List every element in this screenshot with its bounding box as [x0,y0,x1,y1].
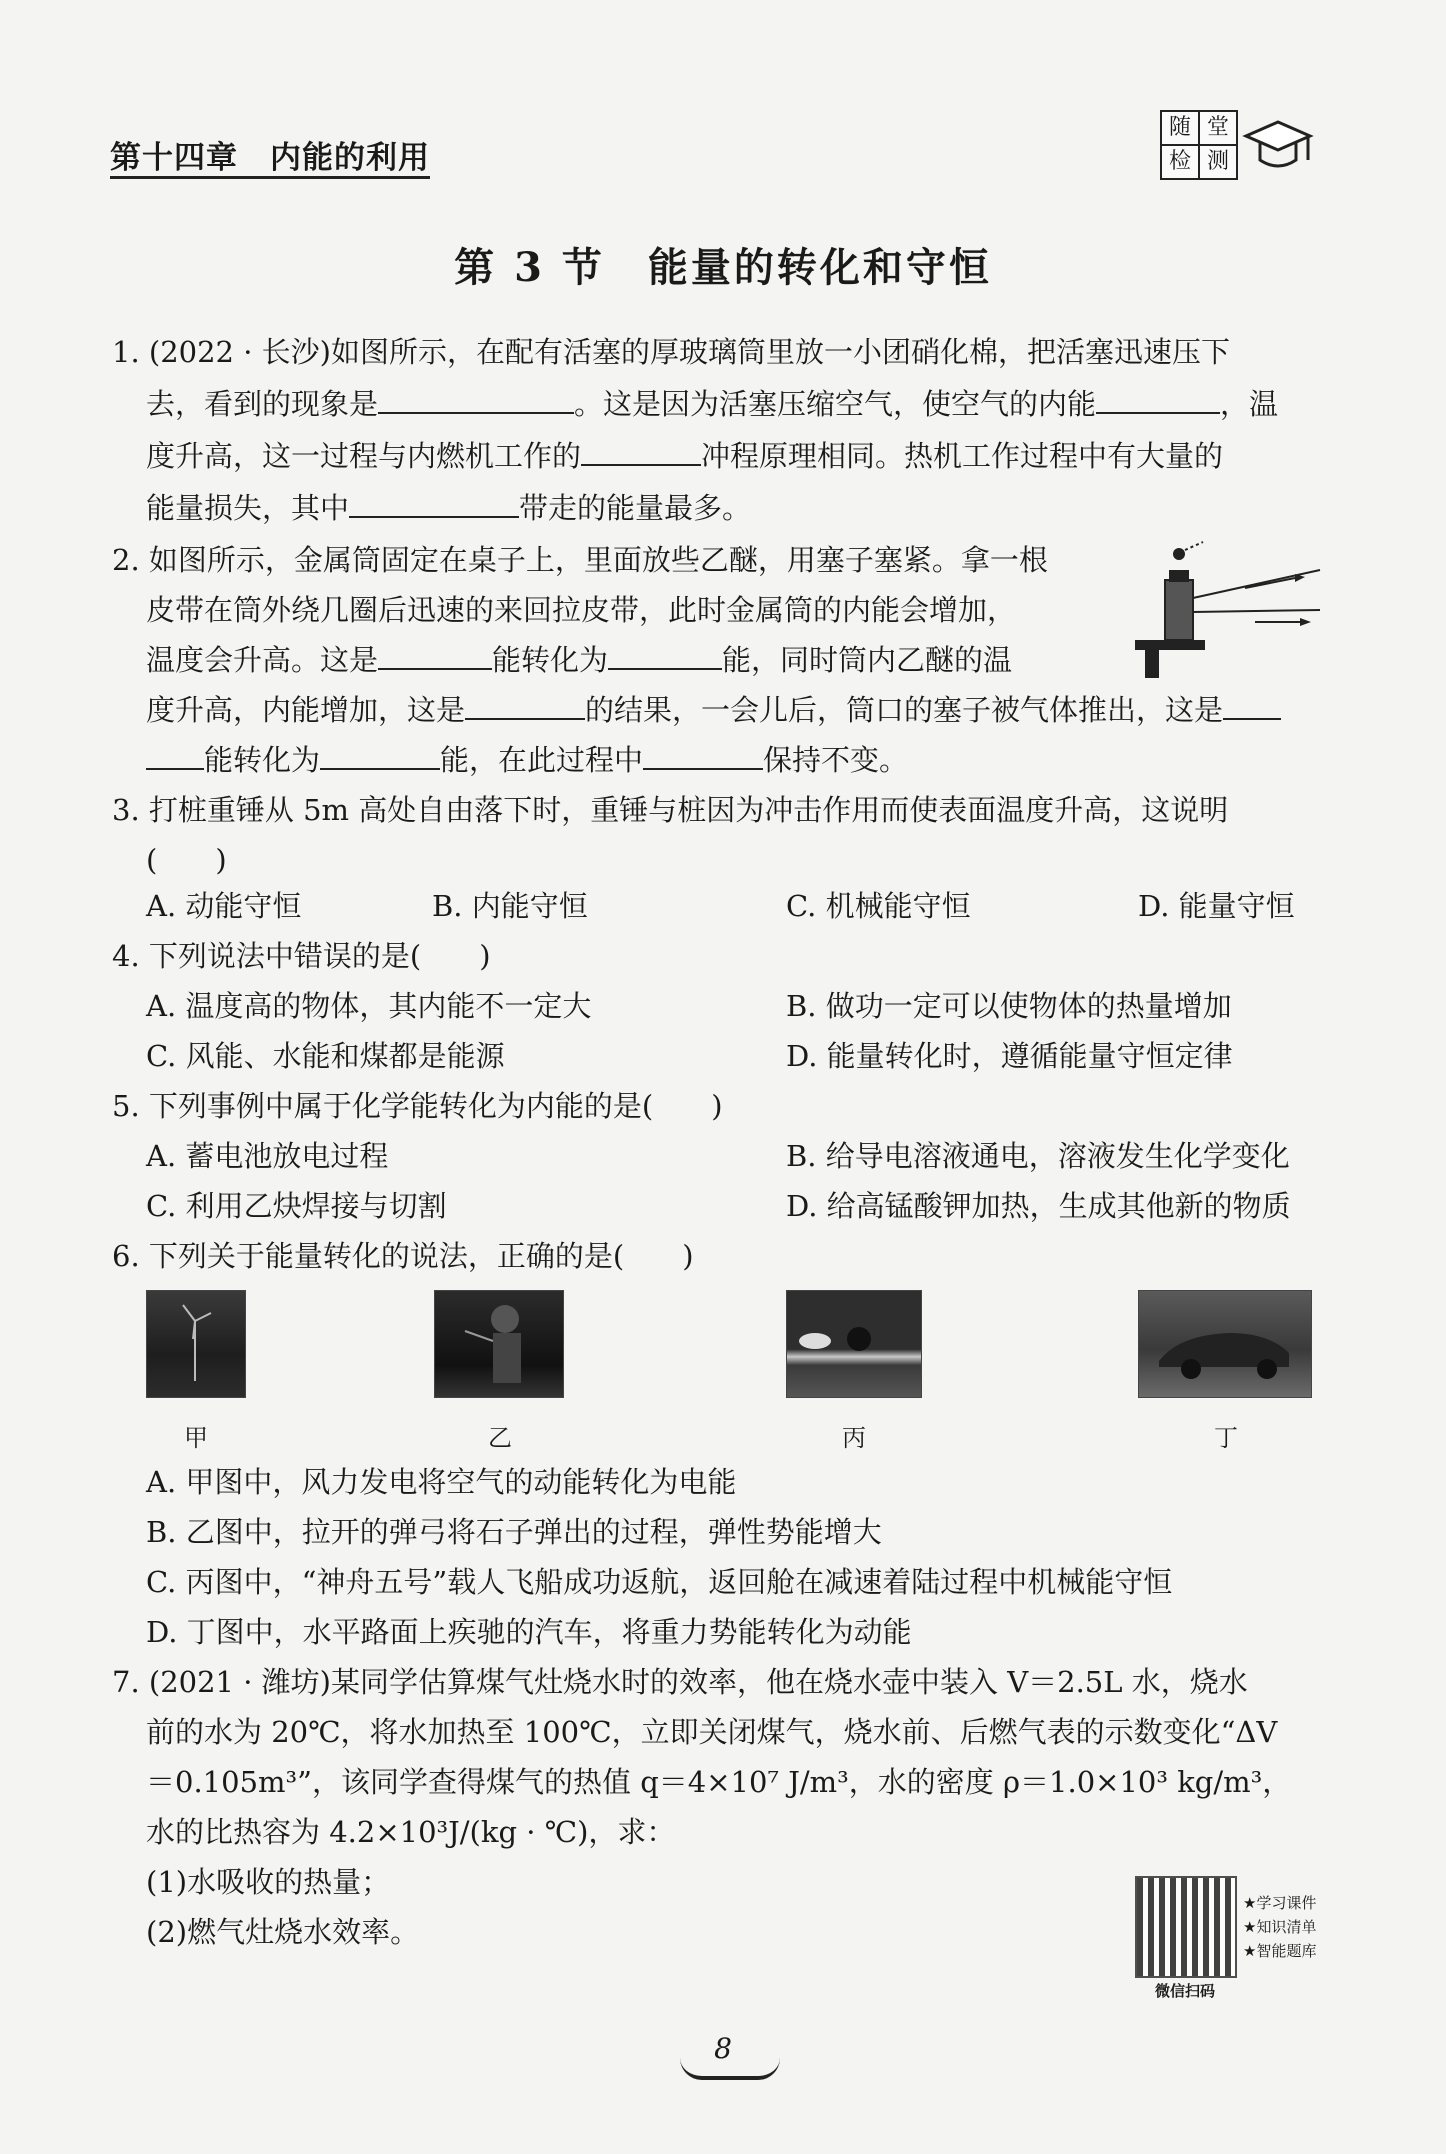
q5-option-c[interactable]: C. 利用乙炔焊接与切割 [146,1189,447,1223]
q7-sub2: (2)燃气灶烧水效率。 [146,1915,420,1949]
qr-feature: ★学习课件 [1243,1894,1317,1912]
caption-jia: 甲 [184,1424,208,1452]
q6-option-b[interactable]: B. 乙图中，拉开的弹弓将石子弹出的过程，弹性势能增大 [146,1515,882,1549]
answer-blank[interactable] [378,638,492,670]
q4-option-b[interactable]: B. 做功一定可以使物体的热量增加 [786,989,1232,1023]
q1-line3 [146,434,1223,478]
q2-line4 [146,688,1281,732]
answer-blank[interactable] [378,382,574,414]
q2-line5 [146,738,908,782]
q1-text: 带走的能量最多。 [519,491,752,525]
badge-char: 检 [1160,144,1200,180]
q2-text: 能，同时筒内乙醚的温 [722,643,1013,677]
q5-option-a[interactable]: A. 蓄电池放电过程 [146,1139,389,1173]
qr-feature: ★智能题库 [1243,1942,1317,1960]
q3-option-d[interactable]: D. 能量守恒 [1138,889,1295,923]
q3-option-a[interactable]: A. 动能守恒 [146,889,302,923]
badge-char: 堂 [1198,110,1238,146]
answer-blank[interactable] [1096,382,1220,414]
q7-sub1: (1)水吸收的热量； [146,1865,391,1899]
qr-code-icon[interactable] [1135,1876,1237,1978]
q7-line4: 水的比热容为 4.2×10³J/(kg · ℃)，求： [146,1815,676,1849]
q2-line2: 皮带在筒外绕几圈后迅速的来回拉皮带，此时金属筒的内能会增加， [146,593,1017,627]
q1-text: 度升高，这一过程与内燃机工作的 [146,439,582,473]
practice-badge [1160,110,1320,190]
photo-speeding-car [1138,1290,1312,1398]
q6-option-c[interactable]: C. 丙图中，“神舟五号”载人飞船成功返航，返回舱在减速着陆过程中机械能守恒 [146,1565,1173,1599]
caption-yi: 乙 [488,1424,512,1452]
answer-blank[interactable] [146,738,204,770]
q3-option-b[interactable]: B. 内能守恒 [432,889,588,923]
badge-char: 测 [1198,144,1238,180]
q5-option-d[interactable]: D. 给高锰酸钾加热，生成其他新的物质 [786,1189,1291,1223]
caption-ding: 丁 [1214,1424,1238,1452]
q7-line1: 7. (2021 · 潍坊)某同学估算煤气灶烧水时的效率，他在烧水壶中装入 V＝2.5L 水，烧水 [112,1665,1248,1699]
answer-blank[interactable] [608,638,722,670]
answer-blank[interactable] [1223,688,1281,720]
badge-char: 随 [1160,110,1200,146]
q1-text: ，温 [1220,387,1279,421]
q5-line1: 5. 下列事例中属于化学能转化为内能的是( ) [112,1089,723,1123]
answer-blank[interactable] [349,486,519,518]
q1-line4 [146,486,751,530]
page-number: 8 [714,2032,732,2065]
q2-text: 能转化为 [204,743,321,777]
q4-option-d[interactable]: D. 能量转化时，遵循能量守恒定律 [786,1039,1233,1073]
q4-option-a[interactable]: A. 温度高的物体，其内能不一定大 [146,989,592,1023]
qr-scan-label: 微信扫码 [1155,1982,1216,2000]
answer-blank[interactable] [320,738,440,770]
q2-text: 保持不变。 [763,743,909,777]
q2-line3 [146,638,1012,682]
photo-capsule-landing [786,1290,922,1398]
q6-line1: 6. 下列关于能量转化的说法，正确的是( ) [112,1239,694,1273]
q6-option-d[interactable]: D. 丁图中，水平路面上疾驰的汽车，将重力势能转化为动能 [146,1615,912,1649]
q3-answer-bracket[interactable]: ( ) [146,843,227,877]
answer-blank[interactable] [643,738,763,770]
q1-text: 能量损失，其中 [146,491,350,525]
q1-text: 。这是因为活塞压缩空气，使空气的内能 [574,387,1097,421]
section-title: 第 3 节 能量的转化和守恒 [454,244,992,291]
answer-blank[interactable] [465,688,585,720]
q3-option-c[interactable]: C. 机械能守恒 [786,889,971,923]
q1-line1: 1. (2022 · 长沙)如图所示，在配有活塞的厚玻璃筒里放一小团硝化棉，把活塞迅速压下 [112,335,1230,369]
q4-option-c[interactable]: C. 风能、水能和煤都是能源 [146,1039,505,1073]
chapter-underline [110,176,430,179]
qr-feature: ★知识清单 [1243,1918,1317,1936]
q2-line1: 2. 如图所示，金属筒固定在桌子上，里面放些乙醚，用塞子塞紧。拿一根 [112,543,1048,577]
chapter-heading: 第十四章 内能的利用 [110,140,430,176]
q6-option-a[interactable]: A. 甲图中，风力发电将空气的动能转化为电能 [146,1465,737,1499]
qr-code-panel[interactable] [1125,1870,1355,2000]
q3-line1: 3. 打桩重锤从 5m 高处自由落下时，重锤与桩因为冲击作用而使表面温度升高，这说明 [112,793,1229,827]
q1-text: 冲程原理相同。热机工作过程中有大量的 [701,439,1224,473]
q2-text: 温度会升高。这是 [146,643,379,677]
q2-text: 的结果，一会儿后，筒口的塞子被气体推出，这是 [585,693,1224,727]
q5-option-b[interactable]: B. 给导电溶液通电，溶液发生化学变化 [786,1139,1290,1173]
q1-text: 去，看到的现象是 [146,387,379,421]
photo-slingshot [434,1290,564,1398]
graduation-cap-icon [1242,110,1314,182]
page-number-swoosh [680,2058,780,2080]
q1-line2 [146,382,1278,426]
q7-line2: 前的水为 20℃，将水加热至 100℃，立即关闭煤气，烧水前、后燃气表的示数变化“ΔV [146,1715,1278,1749]
q2-text: 能转化为 [492,643,609,677]
metal-cylinder-figure [1125,540,1325,680]
caption-bing: 丙 [842,1424,866,1452]
q2-text: 度升高，内能增加，这是 [146,693,466,727]
q7-line3: ＝0.105m³”，该同学查得煤气的热值 q＝4×10⁷ J/m³，水的密度 ρ＝1.0×10³ kg/m³， [146,1765,1292,1799]
photo-wind-turbine [146,1290,246,1398]
q4-line1: 4. 下列说法中错误的是( ) [112,939,491,973]
answer-blank[interactable] [581,434,701,466]
q2-text: 能，在此过程中 [440,743,644,777]
